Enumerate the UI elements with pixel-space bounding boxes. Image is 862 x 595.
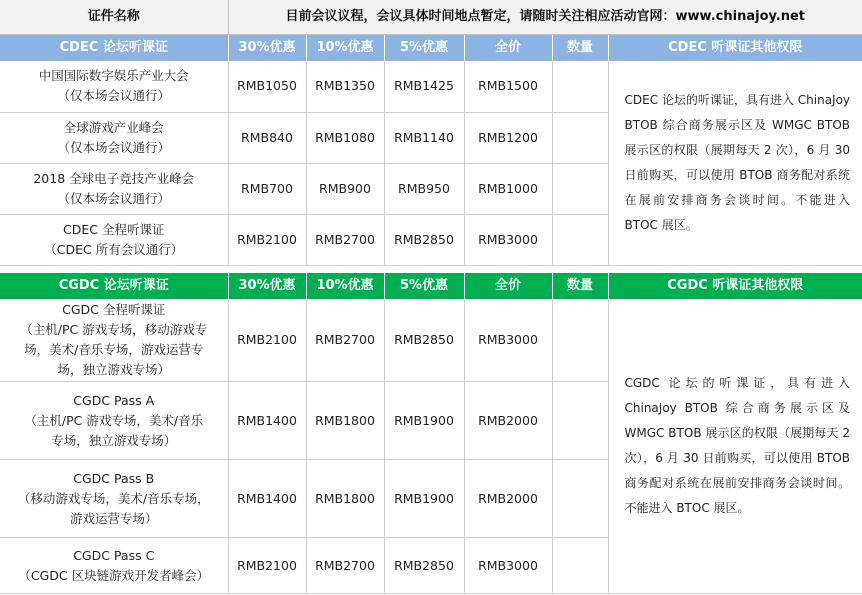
pass-name-line: CGDC Pass C bbox=[73, 547, 155, 563]
cdec-col-quantity: 数量 bbox=[552, 35, 608, 62]
price-30-discount: RMB700 bbox=[228, 163, 306, 214]
price-5-discount: RMB1140 bbox=[384, 112, 464, 163]
price-5-discount: RMB950 bbox=[384, 163, 464, 214]
price-full: RMB3000 bbox=[464, 299, 552, 382]
cgdc-col-30-discount: 30%优惠 bbox=[228, 273, 306, 299]
pass-name-line: （CDEC 所有会议通行） bbox=[44, 241, 184, 257]
price-5-discount: RMB2850 bbox=[384, 538, 464, 594]
price-5-discount: RMB1425 bbox=[384, 61, 464, 112]
price-full: RMB2000 bbox=[464, 382, 552, 460]
price-full: RMB1500 bbox=[464, 61, 552, 112]
price-10-discount: RMB2700 bbox=[306, 299, 384, 382]
price-full: RMB2000 bbox=[464, 460, 552, 538]
cgdc-col-quantity: 数量 bbox=[552, 273, 608, 299]
price-10-discount: RMB2700 bbox=[306, 214, 384, 265]
table-row bbox=[0, 299, 862, 382]
quantity-cell[interactable] bbox=[552, 382, 608, 460]
quantity-cell[interactable] bbox=[552, 163, 608, 214]
section-spacer bbox=[0, 265, 862, 273]
price-10-discount: RMB2700 bbox=[306, 538, 384, 594]
price-10-discount: RMB900 bbox=[306, 163, 384, 214]
pass-name-line: CGDC 全程听课证 bbox=[62, 301, 166, 317]
cdec-col-benefits: CDEC 听课证其他权限 bbox=[608, 35, 862, 62]
pass-name bbox=[0, 382, 228, 460]
agenda-notice: 目前会议议程，会议具体时间地点暂定，请随时关注相应活动官网：www.chinajoy.net bbox=[228, 0, 862, 35]
pass-name-line: （主机/PC 游戏专场，移动游戏专 bbox=[20, 321, 208, 337]
cdec-col-full-price: 全价 bbox=[464, 35, 552, 62]
price-full: RMB3000 bbox=[464, 538, 552, 594]
pass-name bbox=[0, 214, 228, 265]
cdec-header-row bbox=[0, 35, 862, 62]
pass-name-line: 游戏运营专场） bbox=[69, 510, 158, 526]
pass-name-line: （CGDC 区块链游戏开发者峰会） bbox=[18, 567, 210, 583]
price-10-discount: RMB1800 bbox=[306, 382, 384, 460]
price-30-discount: RMB2100 bbox=[228, 299, 306, 382]
pass-name-line: 专场，独立游戏专场） bbox=[51, 432, 177, 448]
pass-name-line: （移动游戏专场，美术/音乐专场， bbox=[17, 490, 210, 506]
cdec-col-10-discount: 10%优惠 bbox=[306, 35, 384, 62]
cdec-col-30-discount: 30%优惠 bbox=[228, 35, 306, 62]
cgdc-section-title: CGDC 论坛听课证 bbox=[0, 273, 228, 299]
cgdc-col-10-discount: 10%优惠 bbox=[306, 273, 384, 299]
price-5-discount: RMB1900 bbox=[384, 460, 464, 538]
pass-name-line: CGDC Pass A bbox=[73, 392, 155, 408]
price-30-discount: RMB2100 bbox=[228, 538, 306, 594]
cgdc-col-benefits: CGDC 听课证其他权限 bbox=[608, 273, 862, 299]
price-full: RMB1000 bbox=[464, 163, 552, 214]
cgdc-header-row bbox=[0, 273, 862, 299]
cdec-benefits-text: CDEC 论坛的听课证，具有进入 ChinaJoy BTOB 综合商务展示区及 WMGC BTOB 展示区的权限（展期每天 2 次），6 月 30 日前购买，可以使用 BTOB 商务配对系统在展前安排商务会谈时间。不能进入 BTOC 展区。 bbox=[608, 61, 862, 265]
pass-name bbox=[0, 61, 228, 112]
cgdc-benefits-text: CGDC 论坛的听课证，具有进入 ChinaJoy BTOB 综合商务展示区及 WMGC BTOB 展示区的权限（展期每天 2 次），6 月 30 日前购买，可以使用 BTOB 商务配对系统在展前安排商务会谈时间。不能进入 BTOC 展区。 bbox=[608, 299, 862, 594]
quantity-cell[interactable] bbox=[552, 299, 608, 382]
pass-name-line: 2018 全球电子竞技产业峰会 bbox=[33, 170, 195, 186]
price-30-discount: RMB1050 bbox=[228, 61, 306, 112]
pass-name bbox=[0, 538, 228, 594]
pass-name-line: 中国国际数字娱乐产业大会 bbox=[38, 68, 189, 84]
column-label-pass-name: 证件名称 bbox=[0, 0, 228, 35]
quantity-cell[interactable] bbox=[552, 61, 608, 112]
pass-name bbox=[0, 112, 228, 163]
price-full: RMB3000 bbox=[464, 214, 552, 265]
top-header-row bbox=[0, 0, 862, 35]
quantity-cell[interactable] bbox=[552, 112, 608, 163]
pass-name-line: （仅本场会议通行） bbox=[57, 88, 170, 104]
price-30-discount: RMB1400 bbox=[228, 382, 306, 460]
price-30-discount: RMB1400 bbox=[228, 460, 306, 538]
pass-name bbox=[0, 299, 228, 382]
price-30-discount: RMB2100 bbox=[228, 214, 306, 265]
price-10-discount: RMB1350 bbox=[306, 61, 384, 112]
spacer-cell bbox=[0, 265, 862, 273]
pass-name-line: （仅本场会议通行） bbox=[57, 190, 170, 206]
price-full: RMB1200 bbox=[464, 112, 552, 163]
pass-name-line: CDEC 全程听课证 bbox=[63, 221, 165, 237]
price-10-discount: RMB1080 bbox=[306, 112, 384, 163]
pass-name bbox=[0, 163, 228, 214]
pass-name-line: 场，美术/音乐专场，游戏运营专 bbox=[24, 341, 204, 357]
cdec-col-5-discount: 5%优惠 bbox=[384, 35, 464, 62]
pass-name bbox=[0, 460, 228, 538]
quantity-cell[interactable] bbox=[552, 214, 608, 265]
pass-name-line: 场，独立游戏专场） bbox=[57, 361, 170, 377]
pass-name-line: 全球游戏产业峰会 bbox=[63, 119, 164, 135]
cgdc-col-5-discount: 5%优惠 bbox=[384, 273, 464, 299]
quantity-cell[interactable] bbox=[552, 538, 608, 594]
pass-name-line: CGDC Pass B bbox=[73, 470, 155, 486]
quantity-cell[interactable] bbox=[552, 460, 608, 538]
price-5-discount: RMB2850 bbox=[384, 299, 464, 382]
cdec-section-title: CDEC 论坛听课证 bbox=[0, 35, 228, 62]
price-5-discount: RMB2850 bbox=[384, 214, 464, 265]
cgdc-col-full-price: 全价 bbox=[464, 273, 552, 299]
pass-name-line: （主机/PC 游戏专场，美术/音乐 bbox=[24, 412, 204, 428]
table-row bbox=[0, 61, 862, 112]
price-30-discount: RMB840 bbox=[228, 112, 306, 163]
price-10-discount: RMB1800 bbox=[306, 460, 384, 538]
price-5-discount: RMB1900 bbox=[384, 382, 464, 460]
pass-name-line: （仅本场会议通行） bbox=[57, 139, 170, 155]
